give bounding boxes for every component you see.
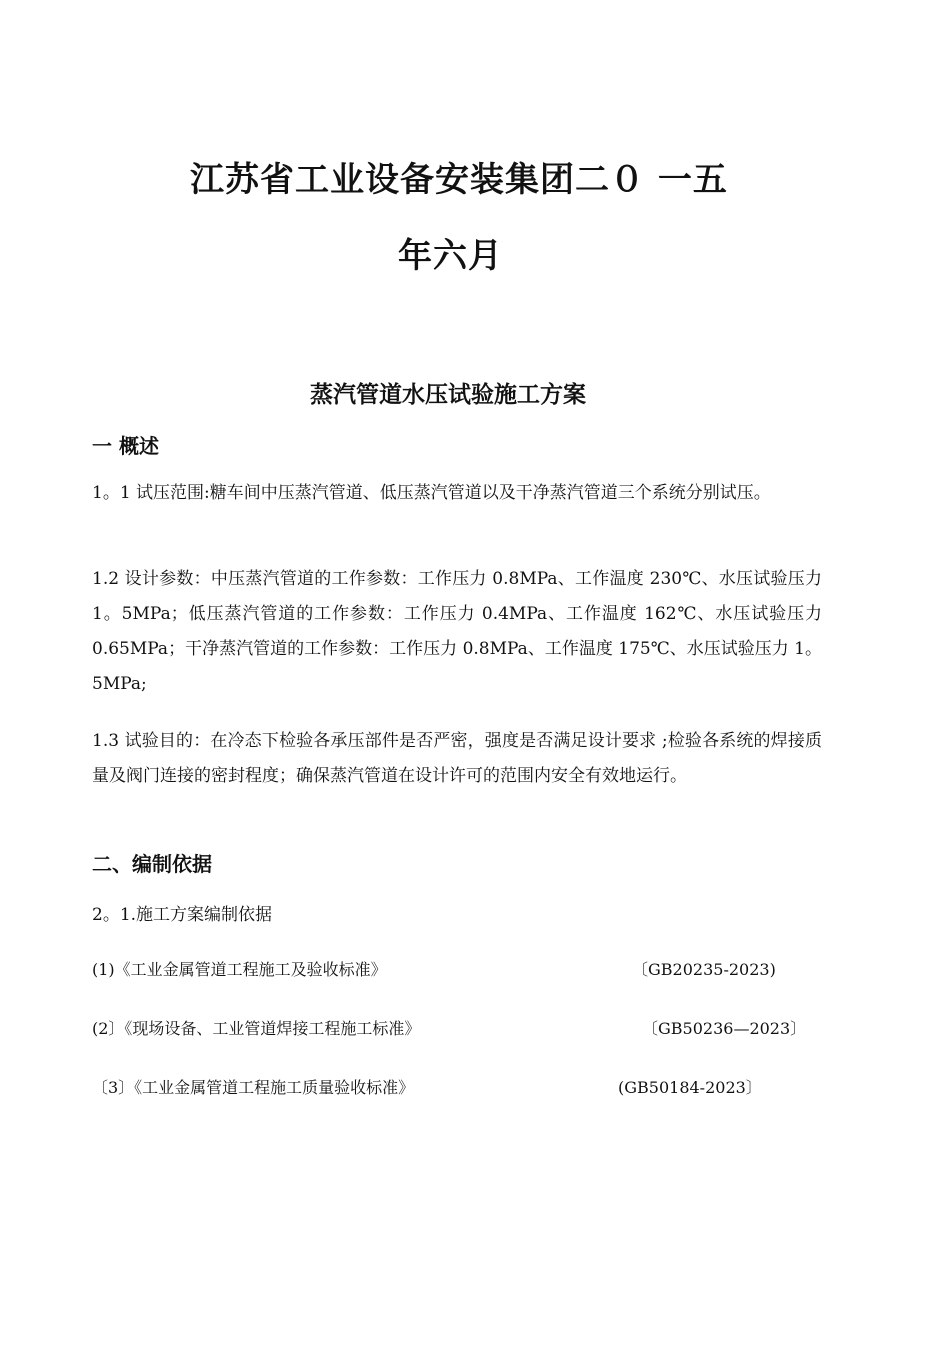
cover-date-line: 年六月	[398, 236, 503, 276]
subsection-basis-title: 2。1.施工方案编制依据	[92, 905, 273, 925]
reference-code: 〔GB20235-2023)	[632, 960, 776, 979]
reference-code: (GB50184-2023〕	[618, 1078, 762, 1097]
reference-name: (2〕《现场设备、工业管道焊接工程施工标准》	[92, 1019, 421, 1038]
paragraph-test-purpose: 1.3 试验目的：在冷态下检验各承压部件是否严密，强度是否满足设计要求 ;检验各系统的焊接质量及阀门连接的密封程度；确保蒸汽管道在设计许可的范围内安全有效地运行。	[92, 731, 822, 786]
paragraph-scope: 1。1 试压范围:糖车间中压蒸汽管道、低压蒸汽管道以及干净蒸汽管道三个系统分别试压。	[92, 483, 771, 503]
cover-company-line: 江苏省工业设备安装集团二０ 一五	[190, 160, 728, 200]
section-heading-overview: 一 概述	[92, 434, 159, 458]
reference-code: 〔GB50236—2023〕	[642, 1019, 807, 1038]
document-title: 蒸汽管道水压试验施工方案	[310, 381, 586, 408]
paragraph-design-parameters: 1.2 设计参数：中压蒸汽管道的工作参数：工作压力 0.8MPa、工作温度 230℃、水压试验压力 1。5MPa；低压蒸汽管道的工作参数：工作压力 0.4MPa、工作温度 162℃、水压试验压力 0.65MPa；干净蒸汽管道的工作参数：工作压力 0.8MPa、工作温度 175℃、水压试验压力 1。5MPa;	[92, 569, 822, 694]
reference-name: (1)《工业金属管道工程施工及验收标准》	[92, 960, 387, 979]
reference-name: 〔3〕《工业金属管道工程施工质量验收标准》	[92, 1078, 415, 1097]
section-heading-basis: 二、编制依据	[92, 852, 212, 876]
